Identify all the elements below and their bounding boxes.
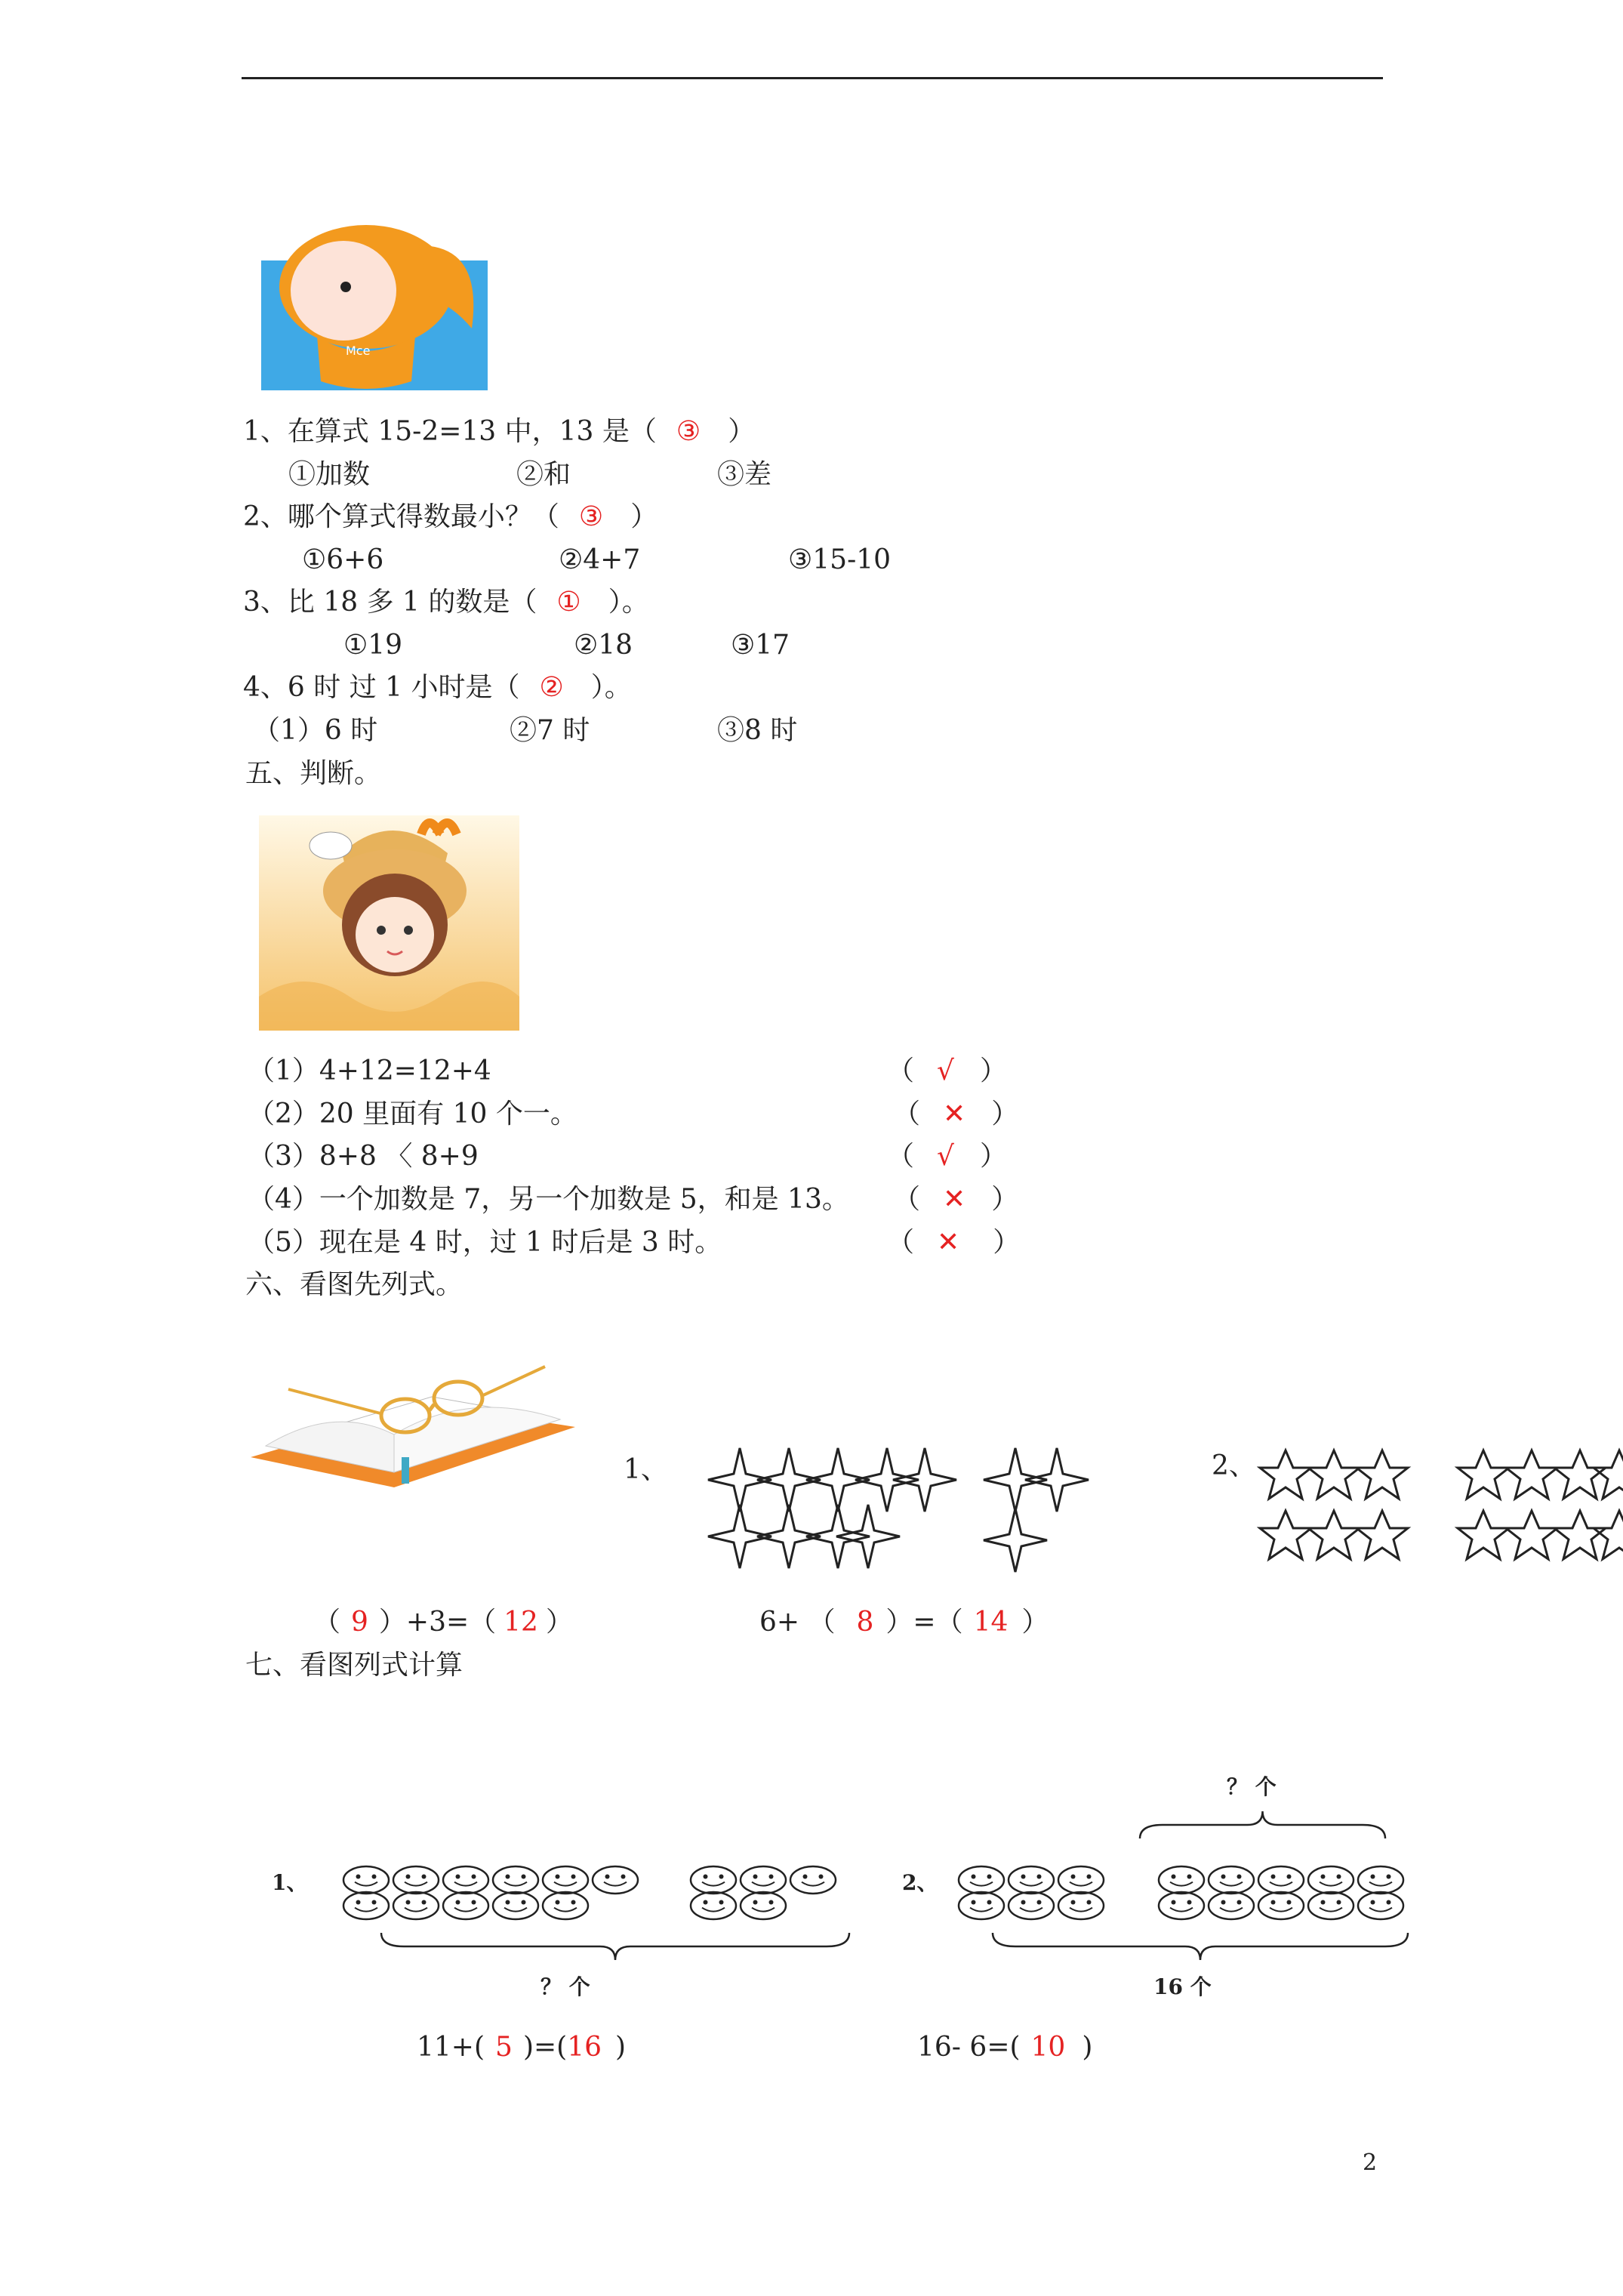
smiley-face <box>543 1892 588 1919</box>
smiley-face <box>1258 1892 1304 1919</box>
page-number: 2 <box>1363 2150 1378 2176</box>
smiley-face <box>1308 1866 1354 1894</box>
smiley-face <box>493 1892 538 1919</box>
section6-fig1-label: 1、 <box>624 1454 668 1485</box>
smiley-face <box>593 1866 638 1894</box>
smiley-face <box>1209 1866 1254 1894</box>
q3-option-3: ③17 <box>731 630 790 661</box>
s6-eq2-answer-2: 14 <box>973 1607 1009 1638</box>
smiley-face <box>741 1892 786 1919</box>
q2-close: ） <box>630 501 658 532</box>
curly-brace <box>993 1933 1408 1960</box>
q2-option-3: ③15-10 <box>788 544 892 575</box>
q4-option-2: ②7 时 <box>510 715 590 746</box>
judge-item-5: （5）现在是 4 时，过 1 时后是 3 时。 <box>248 1227 722 1258</box>
section7-fig2-top-label: ？ 个 <box>1227 1774 1277 1799</box>
section6-equation-1: （ 9 ）+3=（ 12 ） <box>313 1607 573 1638</box>
judge-mark-2: ✕ <box>943 1099 966 1130</box>
smiley-face <box>1009 1866 1054 1894</box>
smiley-face <box>741 1866 786 1894</box>
section7-fig1-brace-label: ？ 个 <box>540 1974 590 1999</box>
section6-equation-2: 6+ （ 8 ）=（ 14 ） <box>759 1607 1049 1638</box>
q4-text: 4、6 时 过 1 小时是（ <box>243 672 520 703</box>
svg-text:Mce: Mce <box>346 344 371 358</box>
section5-title: 五、判断。 <box>245 758 382 789</box>
smiley-face <box>393 1892 439 1919</box>
section7-title: 七、看图列式计算 <box>245 1650 463 1681</box>
q3-answer: ① <box>556 587 581 618</box>
judge-mark-3: √ <box>937 1141 954 1172</box>
q2-option-2: ②4+7 <box>559 544 641 575</box>
q4-option-1: （1）6 时 <box>253 715 378 746</box>
q3-line <box>243 586 649 619</box>
judge-item-3: （3）8+8 〈 8+9 <box>248 1141 479 1172</box>
s7-eq1-answer-2: 16 <box>567 2032 602 2063</box>
judge-item-1: （1）4+12=12+4 <box>248 1056 491 1086</box>
smiley-face <box>1358 1866 1403 1894</box>
sparkle-stars-figure <box>679 1435 1102 1586</box>
smiley-face <box>1058 1866 1104 1894</box>
q3-option-1: ①19 <box>343 630 403 661</box>
section7-equation-1: 11+( 5 )=(16 ) <box>417 2032 627 2063</box>
smiley-face <box>1009 1892 1054 1919</box>
q1-line <box>243 415 755 448</box>
section7-fig1-label: 1、 <box>272 1870 308 1895</box>
q1-option-2: ②和 <box>516 459 571 490</box>
section7-fig2-label: 2、 <box>902 1870 938 1895</box>
q4-line <box>243 671 632 704</box>
smiley-face <box>1209 1892 1254 1919</box>
smiley-face <box>443 1892 488 1919</box>
s6-eq2-answer-1: 8 <box>856 1607 874 1638</box>
smiley-face <box>443 1866 488 1894</box>
smiley-face <box>343 1866 389 1894</box>
curly-brace <box>381 1933 849 1960</box>
smiley-figure-2 <box>951 1797 1419 1963</box>
smiley-face <box>1058 1892 1104 1919</box>
smiley-face <box>691 1866 736 1894</box>
q1-option-1: ①加数 <box>288 459 371 490</box>
judge-paren-4: （ ✕ ） <box>893 1184 1019 1215</box>
smiley-face <box>543 1866 588 1894</box>
outline-stars-figure <box>1257 1438 1623 1574</box>
smiley-figure-1 <box>332 1857 861 1963</box>
smiley-face <box>1159 1892 1204 1919</box>
smiley-face <box>493 1866 538 1894</box>
smiley-face <box>1308 1892 1354 1919</box>
q3-text: 3、比 18 多 1 的数是（ <box>243 587 537 618</box>
cartoon-picture <box>257 215 491 393</box>
q2-text: 2、哪个算式得数最小？（ <box>243 501 559 532</box>
smiley-face <box>1258 1866 1304 1894</box>
s7-eq2-answer-1: 10 <box>1030 2032 1066 2063</box>
s6-eq1-answer-2: 12 <box>504 1607 538 1638</box>
smiley-face <box>393 1866 439 1894</box>
smiley-face <box>790 1866 836 1894</box>
section6-fig2-label: 2、 <box>1212 1450 1256 1481</box>
q1-text: 1、在算式 15-2=13 中，13 是（ <box>243 416 657 447</box>
q1-option-3: ③差 <box>717 459 772 490</box>
q1-close: ） <box>728 416 756 447</box>
section7-fig2-brace-label: 16 个 <box>1153 1974 1212 1999</box>
book-glasses-picture <box>243 1344 583 1495</box>
q4-option-3: ③8 时 <box>717 715 798 746</box>
judge-mark-1: √ <box>937 1056 954 1086</box>
judge-paren-3: （ √ ） <box>887 1141 1007 1172</box>
judge-paren-1: （ √ ） <box>887 1056 1007 1086</box>
curly-brace <box>1140 1811 1385 1838</box>
q3-close: ）。 <box>608 587 649 618</box>
judge-mark-5: ✕ <box>937 1227 960 1258</box>
s7-eq1-answer-1: 5 <box>495 2032 513 2063</box>
q3-option-2: ②18 <box>574 630 633 661</box>
q4-answer: ② <box>539 672 564 703</box>
section7-equation-2: 16- 6=( 10 ) <box>917 2032 1093 2063</box>
q2-answer: ③ <box>578 501 604 532</box>
judge-paren-2: （ ✕ ） <box>893 1099 1019 1130</box>
judge-item-4: （4）一个加数是 7，另一个加数是 5，和是 13。 <box>248 1184 849 1215</box>
s6-eq1-answer-1: 9 <box>351 1607 368 1638</box>
smiley-face <box>1358 1892 1403 1919</box>
judge-item-2: （2）20 里面有 10 个一。 <box>248 1099 577 1130</box>
smiley-face <box>1159 1866 1204 1894</box>
section6-title: 六、看图先列式。 <box>245 1269 463 1300</box>
judge-mark-4: ✕ <box>943 1184 966 1215</box>
smiley-face <box>959 1892 1004 1919</box>
q2-option-1: ①6+6 <box>302 544 384 575</box>
q1-answer: ③ <box>676 416 701 447</box>
q2-line <box>243 501 658 534</box>
girl-picture <box>259 815 519 1031</box>
q4-close: ）。 <box>590 672 632 703</box>
header-rule <box>242 77 1383 79</box>
smiley-face <box>343 1892 389 1919</box>
smiley-face <box>691 1892 736 1919</box>
smiley-face <box>959 1866 1004 1894</box>
judge-paren-5: （ ✕ ） <box>887 1227 1021 1258</box>
